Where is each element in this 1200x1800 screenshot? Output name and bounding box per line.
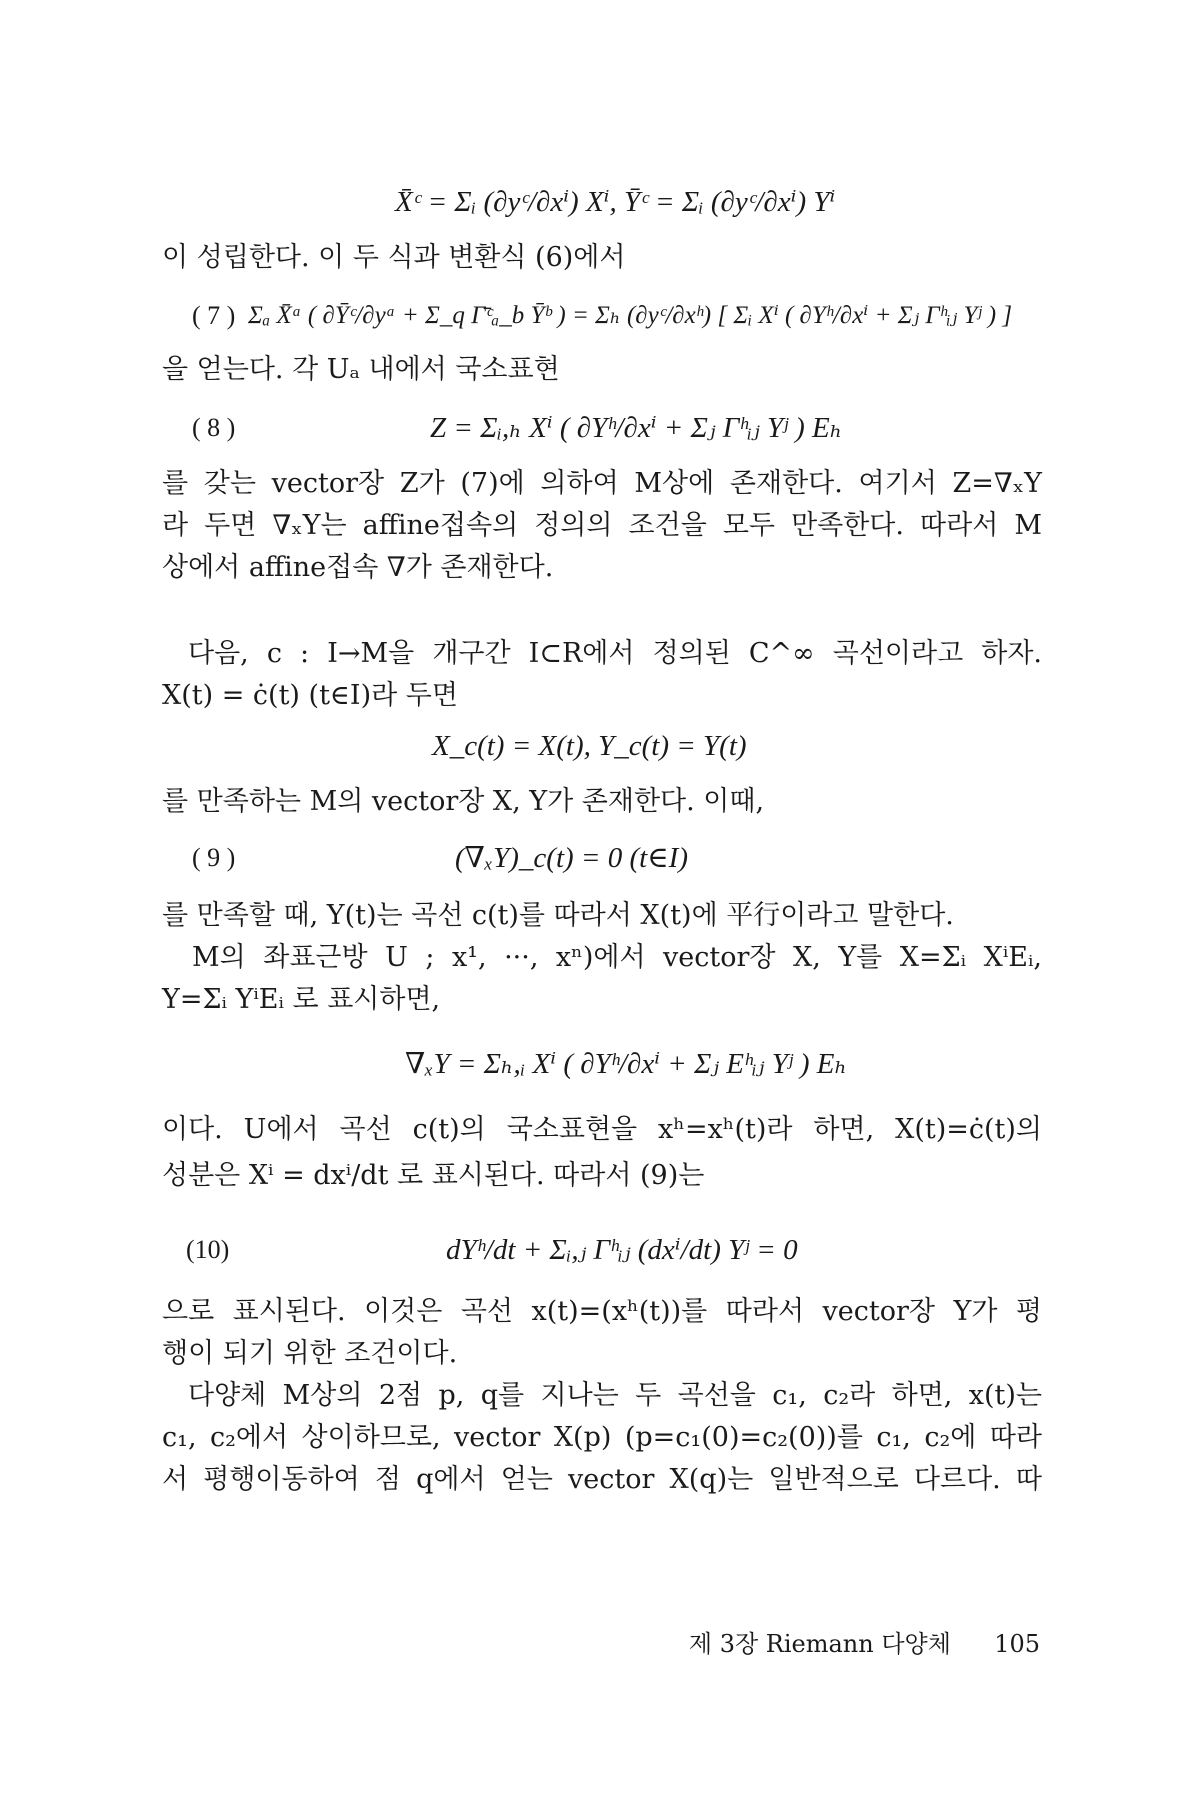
chapter-title: 제 3장 Riemann 다양체: [688, 1630, 951, 1658]
page-number: 105: [994, 1630, 1040, 1658]
text-line: M의 좌표근방 U ; x¹, ···, xⁿ)에서 vector장 X, Y를 X=Σᵢ XⁱEᵢ,: [192, 942, 1042, 973]
formula-transform: X̄ᶜ = Σᵢ (∂yᶜ/∂xⁱ) Xⁱ, Ȳᶜ = Σᵢ (∂yᶜ/∂xⁱ) Yⁱ: [395, 186, 836, 218]
text-line: 성분은 Xⁱ = dxⁱ/dt 로 표시된다. 따라서 (9)는: [162, 1160, 705, 1191]
text-line: 를 갖는 vector장 Z가 (7)에 의하여 M상에 존재한다. 여기서 Z=∇ₓY: [162, 468, 1042, 499]
text-line: 다양체 M상의 2점 p, q를 지나는 두 곡선을 c₁, c₂라 하면, x(t)는: [188, 1380, 1042, 1411]
text-line: c₁, c₂에서 상이하므로, vector X(p) (p=c₁(0)=c₂(0))를 c₁, c₂에 따라: [162, 1422, 1042, 1453]
text-line: 를 만족하는 M의 vector장 X, Y가 존재한다. 이때,: [162, 786, 765, 817]
equation-number-7: ( 7 ): [192, 301, 236, 330]
text-line: 이다. U에서 곡선 c(t)의 국소표현을 xʰ=xʰ(t)라 하면, X(t)=ċ(t)의: [162, 1114, 1042, 1145]
text-line: 을 얻는다. 각 Uₐ 내에서 국소표현: [162, 354, 560, 385]
text-line: 를 만족할 때, Y(t)는 곡선 c(t)를 따라서 X(t)에 平行이라고 말한다.: [162, 900, 954, 931]
formula-7: Σₐ X̄ᵃ ( ∂Ȳᶜ/∂yᵃ + Σ_q Γ̄ᶜₐ_b Ȳᵇ ) = Σₕ (∂yᶜ/∂xʰ) [ Σᵢ Xⁱ ( ∂Yʰ/∂xⁱ + Σⱼ Γʰᵢⱼ Yʲ ) ]: [248, 302, 1013, 329]
equation-number-10: (10): [186, 1235, 230, 1264]
text-line: 다음, c : I→M을 개구간 I⊂R에서 정의된 C^∞ 곡선이라고 하자.: [188, 638, 1042, 669]
text-line: 상에서 affine접속 ∇가 존재한다.: [162, 552, 554, 583]
text-line: 행이 되기 위한 조건이다.: [162, 1338, 458, 1369]
equation-number-8: ( 8 ): [192, 413, 236, 442]
text-line: 라 두면 ∇ₓY는 affine접속의 정의의 조건을 모두 만족한다. 따라서 M: [162, 510, 1042, 541]
text-line: 서 평행이동하여 점 q에서 얻는 vector X(q)는 일반적으로 다르다. 따: [162, 1464, 1042, 1495]
formula-9: (∇ₓY)_c(t) = 0 (t∈I): [455, 842, 688, 874]
text-line: 이 성립한다. 이 두 식과 변환식 (6)에서: [162, 242, 626, 273]
equation-number-9: ( 9 ): [192, 843, 236, 872]
page-footer: [680, 1628, 1040, 1660]
formula-curve-fields: X_c(t) = X(t), Y_c(t) = Y(t): [432, 730, 747, 762]
formula-8: Z = Σᵢ,ₕ Xⁱ ( ∂Yʰ/∂xⁱ + Σⱼ Γʰᵢⱼ Yʲ ) Eₕ: [430, 412, 843, 444]
formula-10: dYʰ/dt + Σᵢ,ⱼ Γʰᵢⱼ (dxⁱ/dt) Yʲ = 0: [446, 1234, 798, 1266]
text-line: 으로 표시된다. 이것은 곡선 x(t)=(xʰ(t))를 따라서 vector장 Y가 평: [162, 1296, 1042, 1327]
text-line: X(t) = ċ(t) (t∈I)라 두면: [162, 680, 458, 711]
text-line: Y=Σᵢ YⁱEᵢ 로 표시하면,: [162, 984, 441, 1015]
formula-covariant-derivative: ∇ₓY = Σₕ,ᵢ Xⁱ ( ∂Yʰ/∂xⁱ + Σⱼ Eʰᵢⱼ Yʲ ) Eₕ: [405, 1048, 848, 1080]
